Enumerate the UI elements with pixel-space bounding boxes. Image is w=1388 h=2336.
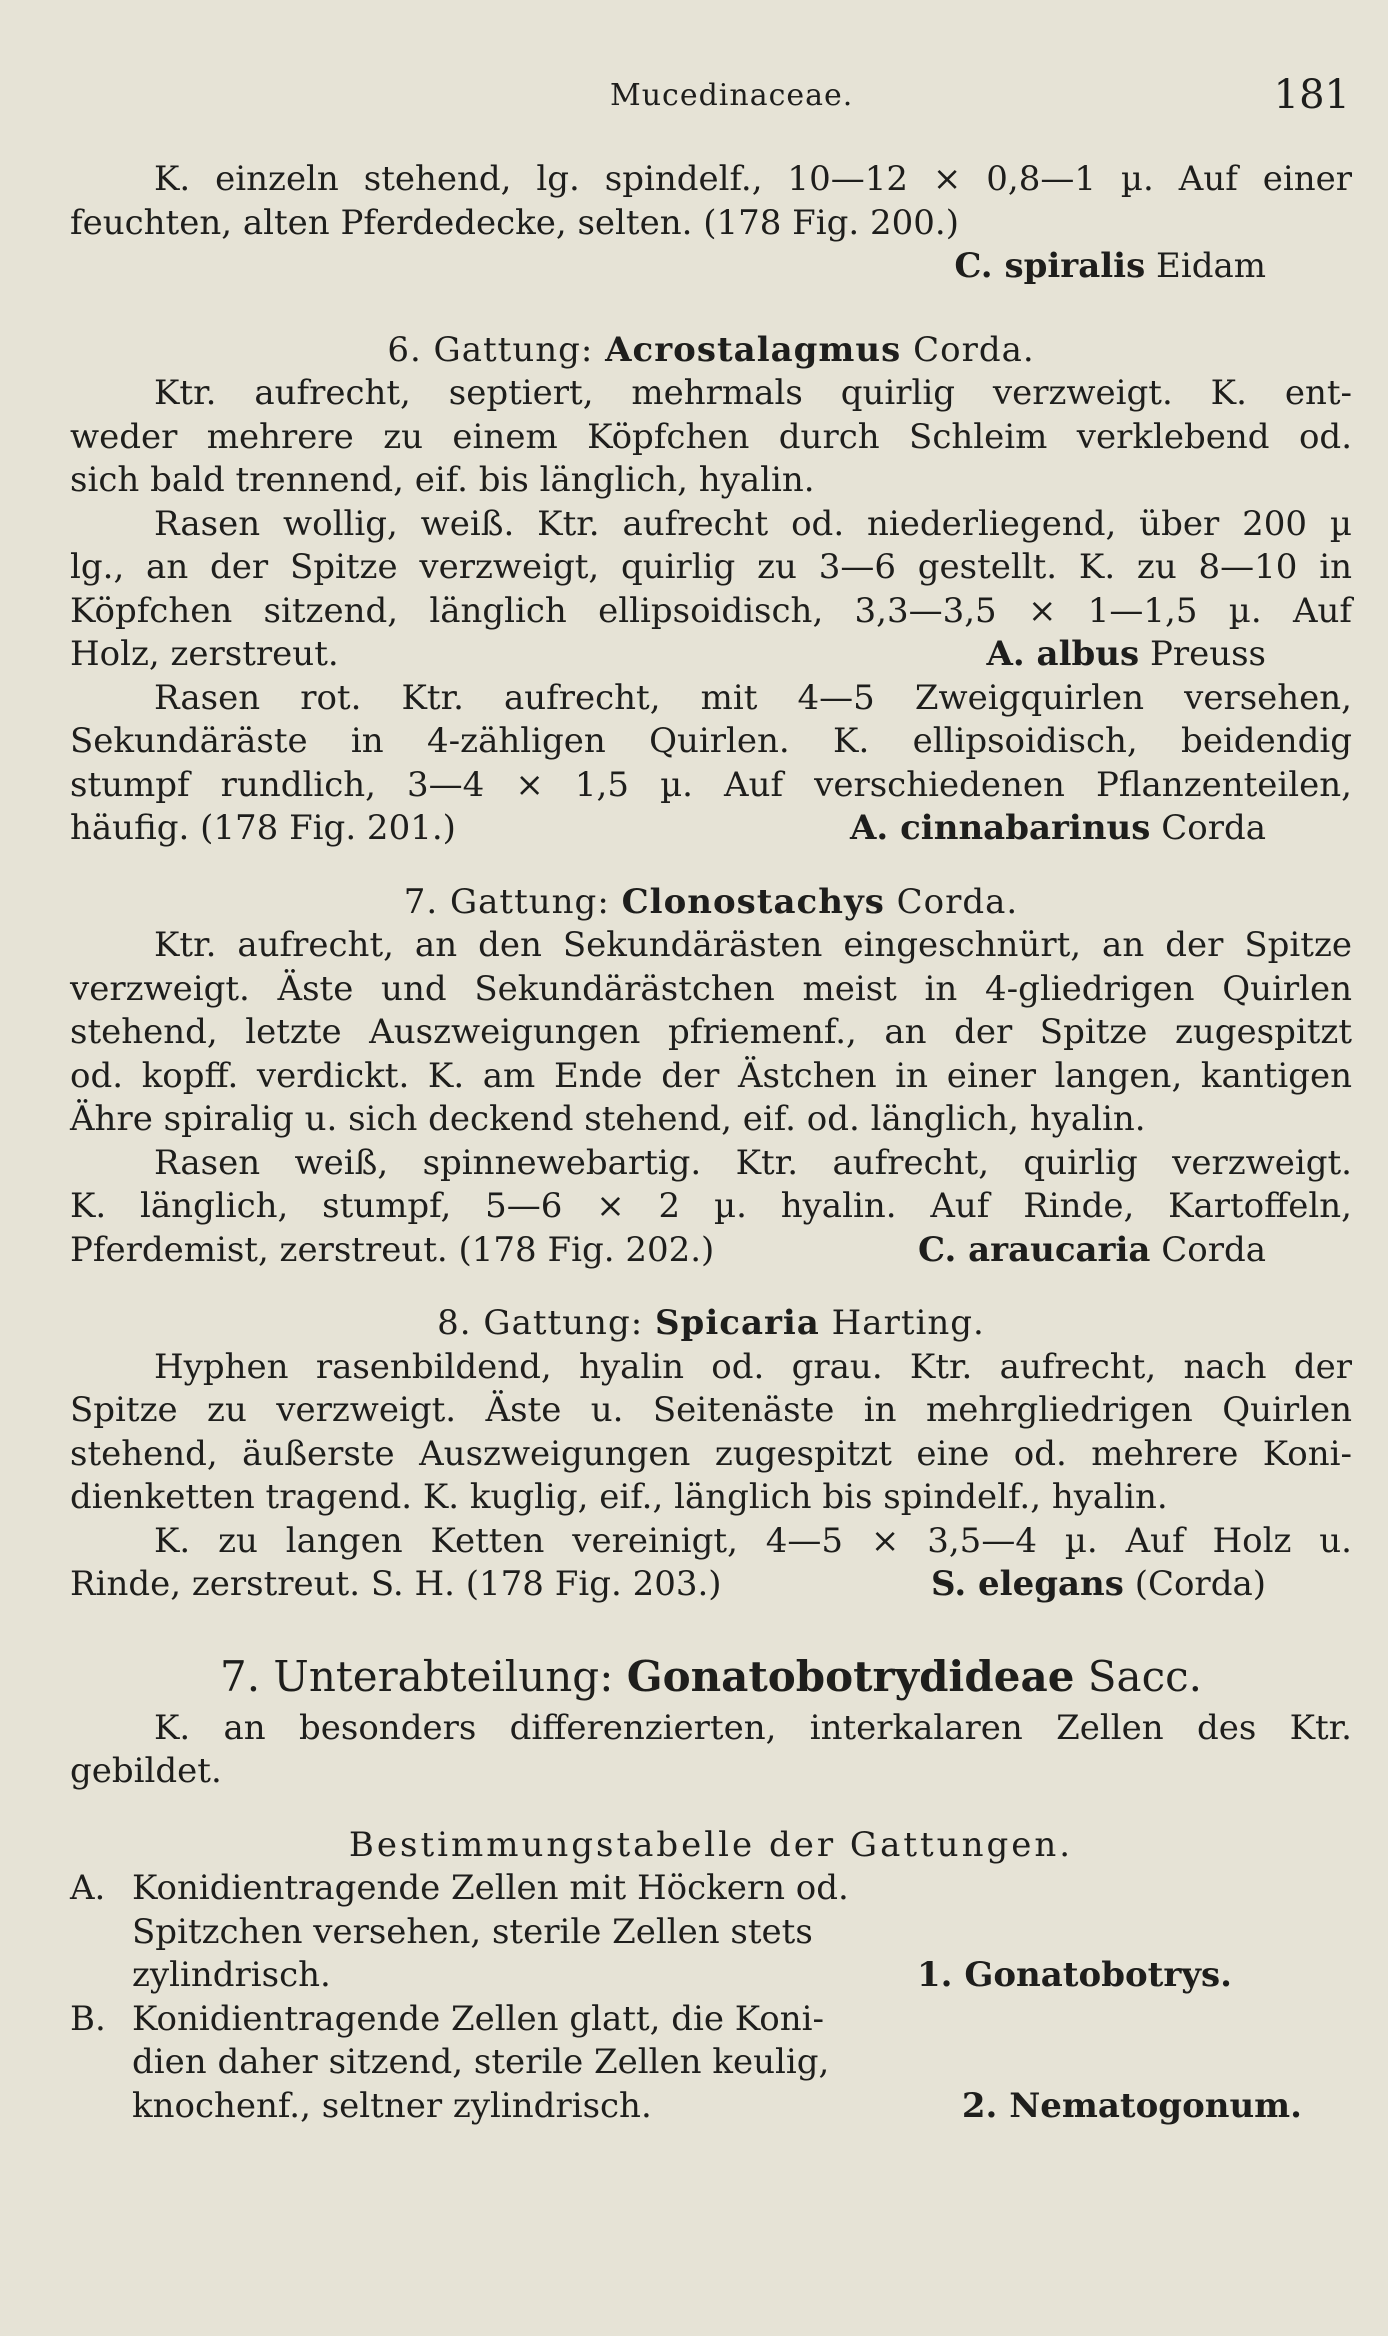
key-entry-a: A. Konidientragende Zellen mit Höckern od. xyxy=(70,1867,1352,1911)
text-line: Hyphen rasenbildend, hyalin od. grau. Ktr. aufrecht, nach der xyxy=(154,1346,1352,1387)
text-line: gebildet. xyxy=(70,1751,222,1791)
subdivision-heading: 7. Unterabteilung: Gonatobotrydideae Sacc. xyxy=(220,1651,1202,1701)
text-line-with-species: häufig. (178 Fig. 201.) A. cinnabarinus Corda xyxy=(70,807,1352,851)
text-line: lg., an der Spitze verzweigt, quirlig zu 3—6 gestellt. K. zu 8—10 in xyxy=(70,547,1352,587)
key-table-heading: Bestimmungstabelle der Gattungen. xyxy=(348,1824,1074,1865)
species-author: Eidam xyxy=(1156,246,1266,286)
species-name-line xyxy=(931,1563,1266,1607)
text-line: stehend, äußerste Auszweigungen zugespitzt eine od. mehrere Koni- xyxy=(70,1433,1352,1474)
species-name: C. spiralis xyxy=(954,246,1146,286)
genus-heading: 6. Gattung: Acrostalagmus Corda. xyxy=(387,329,1035,370)
running-title: Mucedinaceae. xyxy=(610,78,854,113)
species-author: (Corda) xyxy=(1134,1564,1266,1604)
genus-name: Clonostachys xyxy=(621,881,885,922)
species-name: C. araucaria xyxy=(917,1229,1151,1270)
genus-name: Acrostalagmus xyxy=(605,329,902,370)
subdivision-name: Gonatobotrydideae xyxy=(626,1651,1075,1701)
text-line-with-species: Pferdemist, zerstreut. (178 Fig. 202.) C. araucaria Corda xyxy=(70,1229,1352,1273)
text-line: Köpfchen sitzend, länglich ellipsoidisch, 3,3—3,5 × 1—1,5 µ. Auf xyxy=(70,590,1352,631)
text-line-with-species: Rinde, zerstreut. S. H. (178 Fig. 203.) S. elegans (Corda) xyxy=(70,1563,1352,1607)
text-line: weder mehrere zu einem Köpfchen durch Schleim verklebend od. xyxy=(70,416,1352,457)
text-line: verzweigt. Äste und Sekundärästchen meist in 4-gliedrigen Quirlen xyxy=(70,968,1352,1009)
text-line: Ktr. aufrecht, septiert, mehrmals quirlig verzweigt. K. ent- xyxy=(154,373,1352,413)
key-result: 1. Gonatobotrys. xyxy=(917,1955,1232,1995)
species-author: Corda xyxy=(1161,1229,1266,1270)
genus-heading: 7. Gattung: Clonostachys Corda. xyxy=(403,881,1019,922)
text-line: K. an besonders differenzierten, interkalaren Zellen des Ktr. xyxy=(154,1707,1352,1748)
species-name: S. elegans xyxy=(931,1564,1124,1604)
species-author: Preuss xyxy=(1149,634,1266,674)
text-line: feuchten, alten Pferdedecke, selten. (178 Fig. 200.) xyxy=(70,202,959,243)
species-name-line xyxy=(918,1229,1266,1273)
text-line: Sekundäräste in 4-zähligen Quirlen. K. ellipsoidisch, beidendig xyxy=(70,721,1352,761)
text-line: sich bald trennend, eif. bis länglich, hyalin. xyxy=(70,460,815,500)
text-line: Rasen rot. Ktr. aufrecht, mit 4—5 Zweigquirlen versehen, xyxy=(154,677,1352,718)
genus-heading: 8. Gattung: Spicaria Harting. xyxy=(437,1303,985,1343)
species-author: Corda xyxy=(1161,808,1266,848)
species-name: A. albus xyxy=(986,634,1140,674)
text-line: K. zu langen Ketten vereinigt, 4—5 × 3,5—4 µ. Auf Holz u. xyxy=(154,1520,1352,1561)
text-line: Rasen weiß, spinnewebartig. Ktr. aufrecht, quirlig verzweigt. xyxy=(154,1142,1352,1183)
text-line: stumpf rundlich, 3—4 × 1,5 µ. Auf verschiedenen Pflanzenteilen, xyxy=(70,764,1352,805)
key-label: A. xyxy=(70,1868,106,1908)
key-entry-b: B. Konidientragende Zellen glatt, die Koni- xyxy=(70,1998,1352,2042)
genus-name: Spicaria xyxy=(655,1303,820,1343)
body-text: K. einzeln stehend, lg. spindelf., 10—12 × 0,8—1 µ. Auf einer feuchten, alten Pferdedecke, selten. (178 Fig. 200.) C. spiralis Eidam 6. Gattung: Acrostalagmus Corda. Ktr. aufrecht, septiert, mehrmals quirlig verzweigt. K. ent- weder mehrere zu einem Köpfchen durch Schleim verklebend od. sich bald trennend, eif. bis länglich, hyalin. Rasen wollig, weiß. Ktr. aufrecht od. niederliegend, über 200 µ lg., an der Spitze verzweigt, quirlig zu 3—6 gestellt. K. zu 8—10 in Köpfchen sitzend, länglich ellipsoidisch, 3,3—3,5 × 1—1,5 µ. Auf Holz, zerstreut. A. albus Preuss Rasen rot. Ktr. aufrecht, mit 4—5 Zweigquirlen versehen, Sekundäräste in 4-zähligen Quirlen. K. ellipsoidisch, beidendig stumpf rundlich, 3—4 × 1,5 µ. Auf verschiedenen Pflanzenteilen, häufig. (178 Fig. 201.) A. cinnabarinus Corda 7. Gattung: Clonostachys Corda. Ktr. aufrecht, an den Sekundärästen eingeschnürt, an der Spitze verzweigt. Äste und Sekundärästchen meist in 4-gliedrigen Quirlen stehend, letzte Auszweigungen pfriemenf., an der Spitze zugespitzt od. kopff. verdickt. K. am Ende der Ästchen in einer langen, kantigen Ähre spiralig u. sich deckend stehend, eif. od. länglich, hyalin. Rasen weiß, spinnewebartig. Ktr. aufrecht, quirlig verzweigt. K. länglich, stumpf, 5—6 × 2 µ. hyalin. Auf Rinde, Kartoffeln, Pferdemist, zerstreut. (178 Fig. 202.) C. araucaria Corda 8. Gattung: Spicaria Harting. Hyphen rasenbildend, hyalin od. grau. Ktr. aufrecht, nach der Spitze zu verzweigt. Äste u. Seitenäste in mehrgliedrigen Quirlen stehend, äußerste Auszweigungen zugespitzt eine od. mehrere Koni- dienketten tragend. K. kuglig, eif., länglich bis spindelf., hyalin. K. zu langen Ketten vereinigt, 4—5 × 3,5—4 µ. Auf Holz u. Rinde, zerstreut. S. H. (178 Fig. 203.) S. elegans (Corda) 7. Unterabteilung: Gonatobotrydideae Sacc. K. an besonders differenzierten, interkalaren Zellen des Ktr. gebildet. Bestimmungstabelle der Gattungen. A. Konidientragende Zellen mit Höckern od. Spitzchen versehen, sterile Zellen stets zylindrisch. 1. Gonatobotrys. B. Konidientragende Zellen glatt, die Koni- dien daher sitzend, sterile Zellen keulig, knochenf., seltner zylindrisch. 2. Nematogonum. xyxy=(70,158,1352,2128)
text-line: Ähre spiralig u. sich deckend stehend, eif. od. länglich, hyalin. xyxy=(70,1099,1146,1139)
species-name-line xyxy=(850,807,1266,851)
text-line-with-species: Holz, zerstreut. A. albus Preuss xyxy=(70,633,1352,677)
text-line: dienketten tragend. K. kuglig, eif., länglich bis spindelf., hyalin. xyxy=(70,1477,1168,1517)
text-line: K. einzeln stehend, lg. spindelf., 10—12 × 0,8—1 µ. Auf einer xyxy=(154,159,1352,199)
key-result: 2. Nematogonum. xyxy=(961,2085,1302,2126)
species-name-line xyxy=(70,245,1352,289)
page-header xyxy=(70,72,1350,128)
text-line: Rasen wollig, weiß. Ktr. aufrecht od. niederliegend, über 200 µ xyxy=(154,503,1352,544)
text-line: Spitze zu verzweigt. Äste u. Seitenäste in mehrgliedrigen Quirlen xyxy=(70,1390,1352,1430)
key-label: B. xyxy=(70,1998,106,2039)
text-line: stehend, letzte Auszweigungen pfriemenf., an der Spitze zugespitzt xyxy=(70,1012,1352,1052)
page-number: 181 xyxy=(1273,72,1350,118)
text-line: od. kopff. verdickt. K. am Ende der Ästchen in einer langen, kantigen xyxy=(70,1055,1352,1096)
species-name-line xyxy=(987,633,1267,677)
species-name: A. cinnabarinus xyxy=(850,808,1151,848)
text-line: Ktr. aufrecht, an den Sekundärästen eingeschnürt, an der Spitze xyxy=(154,925,1352,965)
text-line: K. länglich, stumpf, 5—6 × 2 µ. hyalin. Auf Rinde, Kartoffeln, xyxy=(70,1186,1352,1226)
